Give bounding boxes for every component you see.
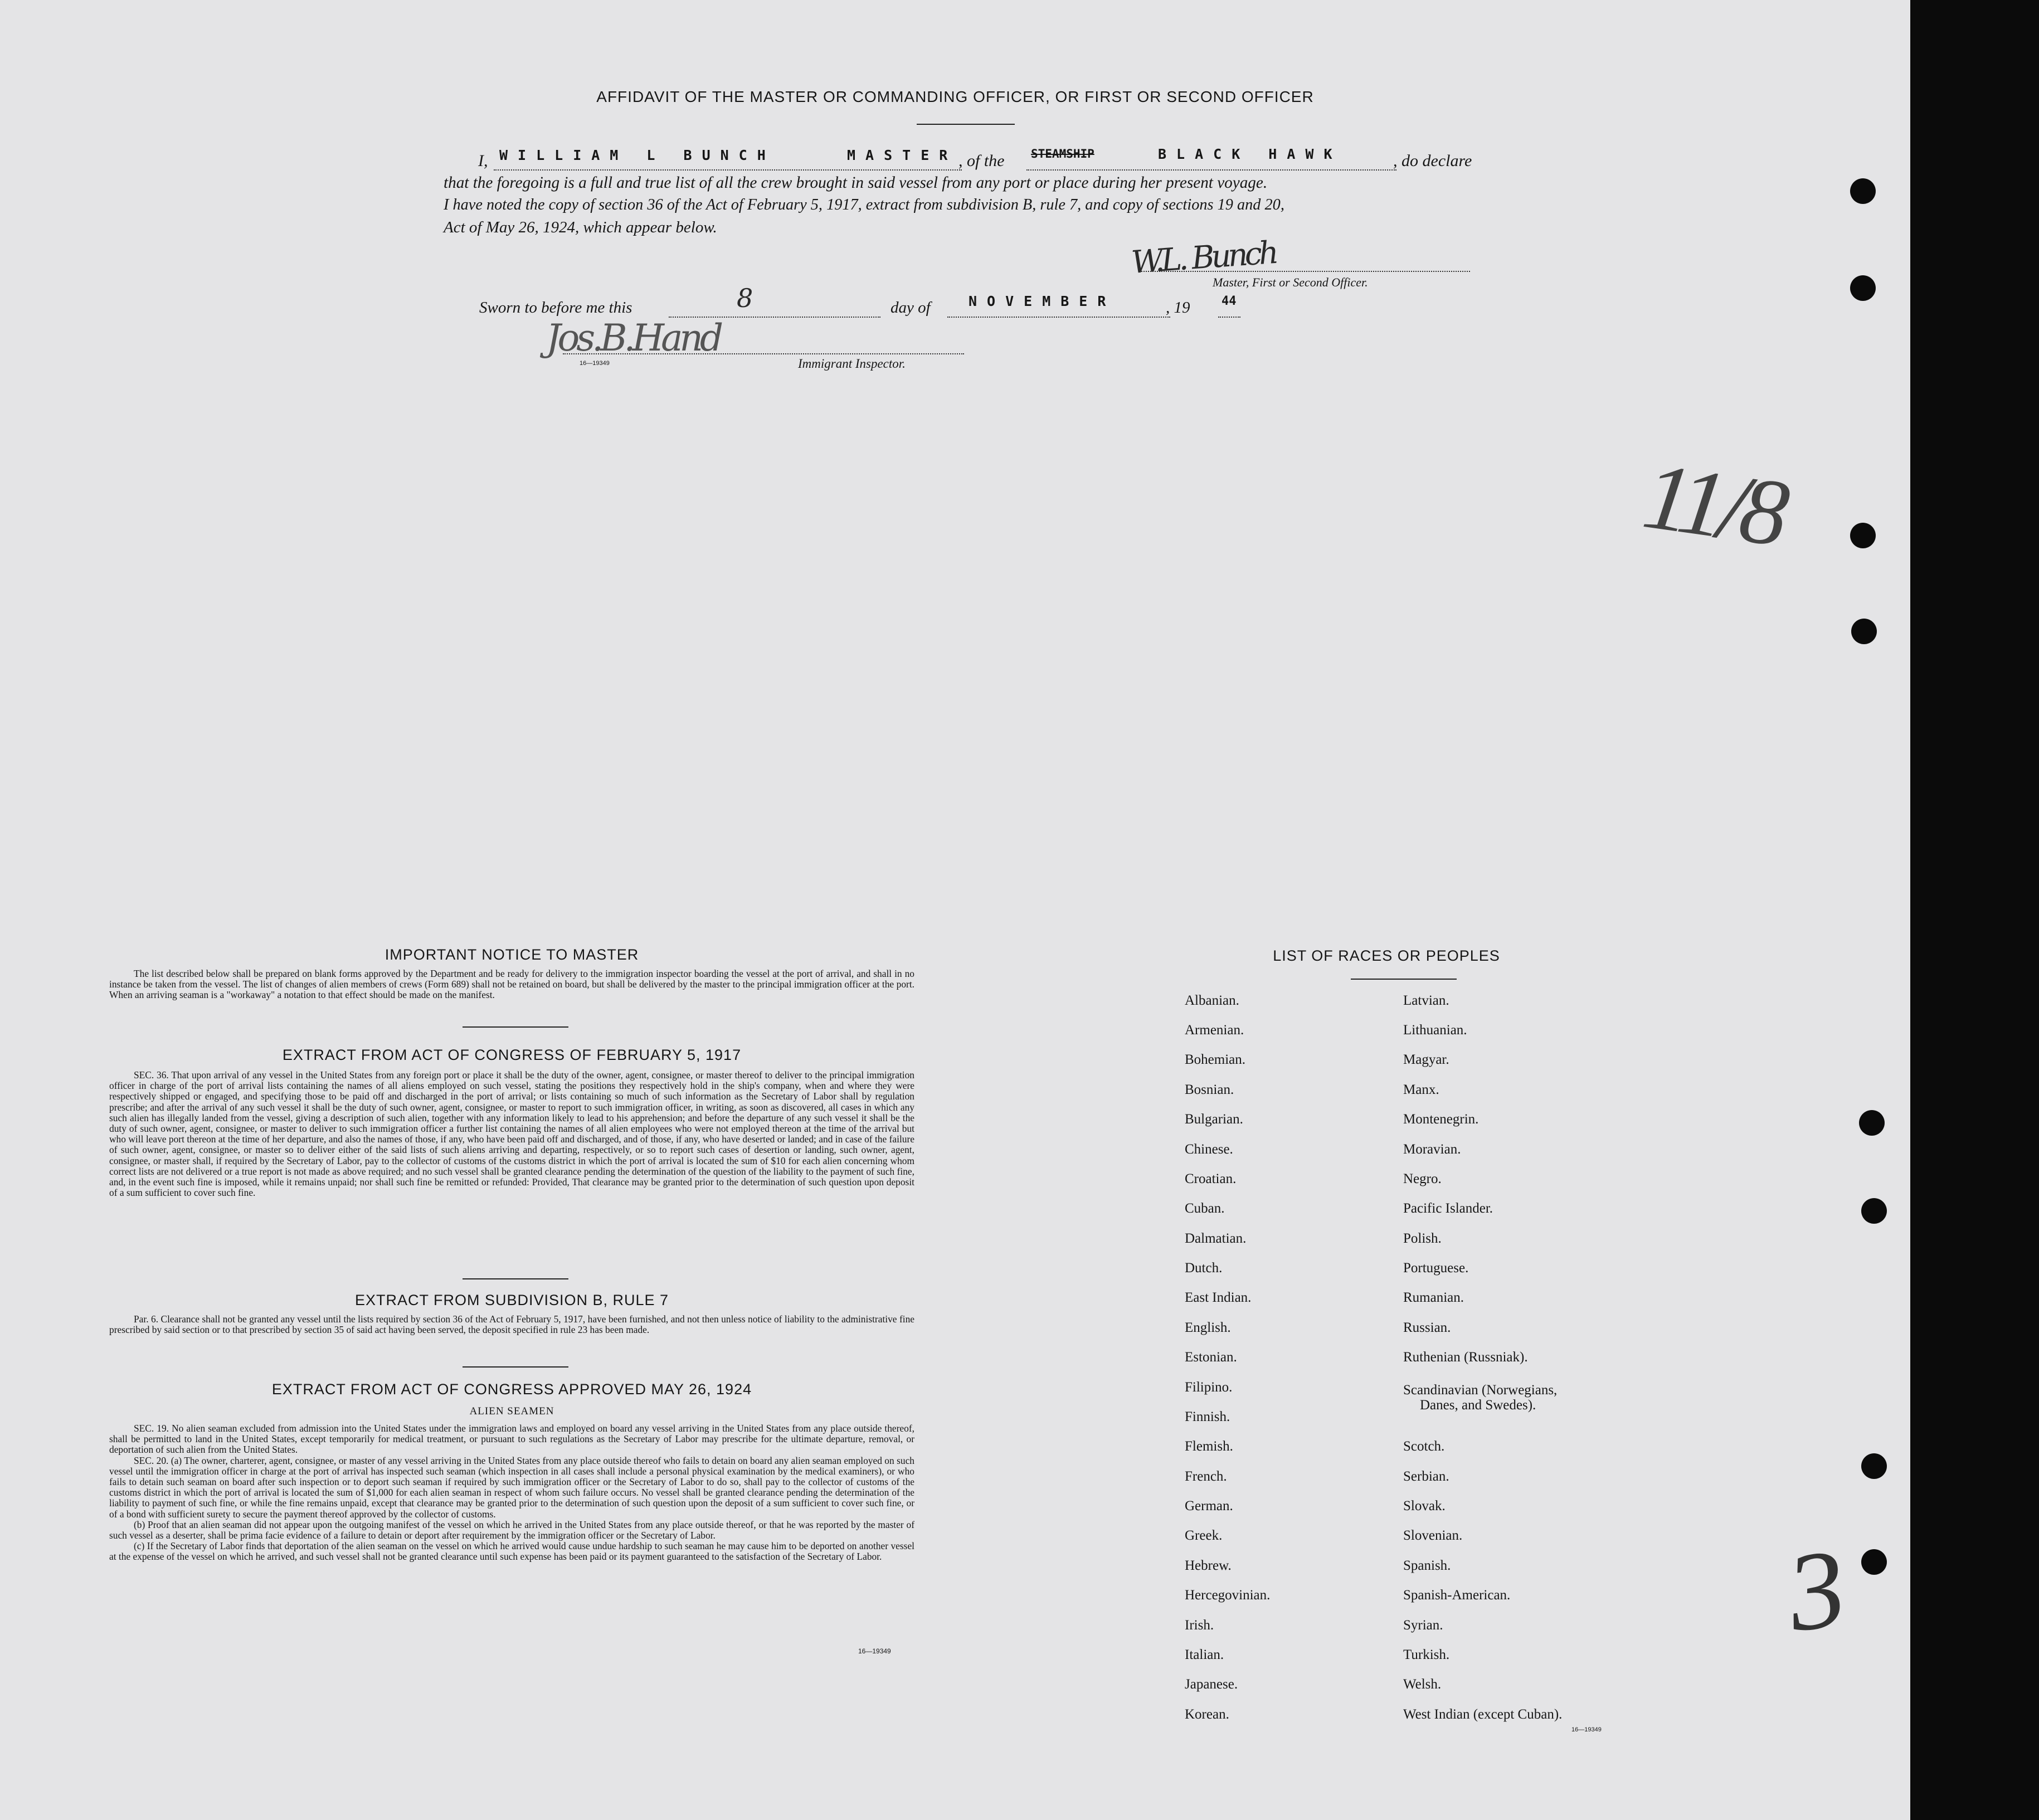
race-item: Rumanian. — [1403, 1290, 1464, 1305]
race-item: Manx. — [1403, 1082, 1439, 1097]
race-item: Magyar. — [1403, 1052, 1449, 1067]
punch-hole — [1850, 523, 1876, 548]
race-item: Portuguese. — [1403, 1261, 1469, 1276]
race-item: Welsh. — [1403, 1677, 1442, 1692]
vessel-type-value: STEAMSHIP — [1031, 147, 1094, 160]
race-item: Dalmatian. — [1185, 1231, 1247, 1246]
punch-hole — [1859, 1110, 1885, 1136]
extract-1917-title: EXTRACT FROM ACT OF CONGRESS OF FEBRUARY 5, 1917 — [282, 1047, 742, 1063]
of-the-label: , of the — [958, 152, 1005, 170]
sworn-label: Sworn to before me this — [479, 299, 632, 317]
notice-title: IMPORTANT NOTICE TO MASTER — [385, 946, 639, 963]
race-item: Hercegovinian. — [1185, 1588, 1271, 1603]
section-20c-paragraph: (c) If the Secretary of Labor finds that deportation of the alien seaman on the vessel on which he arrived would cause undue hardship to such seaman he may cause him to be deported on another vessel at the expense of the vessel on which he arrived, and such vessel shall not be granted clearance until such expense has been paid or its payment guaranteed to the satisfaction of the Secretary of Labor. — [109, 1540, 914, 1563]
master-name-line — [494, 169, 962, 171]
punch-hole — [1861, 1453, 1887, 1479]
race-item: Latvian. — [1403, 993, 1449, 1008]
race-item: Bosnian. — [1185, 1082, 1234, 1097]
races-title: LIST OF RACES OR PEOPLES — [1273, 947, 1500, 964]
inspector-form-number: 16—19349 — [580, 360, 610, 367]
race-item: Finnish. — [1185, 1409, 1230, 1424]
sworn-month-value: NOVEMBER — [969, 293, 1116, 309]
races-form-number: 16—19349 — [1571, 1726, 1602, 1733]
race-item: Slovenian. — [1403, 1528, 1463, 1543]
race-item: West Indian (except Cuban). — [1403, 1707, 1563, 1722]
race-item: Ruthenian (Russniak). — [1403, 1350, 1528, 1365]
master-signature-caption: Master, First or Second Officer. — [1213, 275, 1368, 289]
master-name-value: WILLIAM L BUNCH — [499, 147, 776, 163]
rule-7-divider — [463, 1366, 568, 1368]
rule-7-paragraph: Par. 6. Clearance shall not be granted any vessel until the lists required by section 36 of the Act of February 5, 1917, have been furnished, and not then unless notice of liability to the administrative fine prescribed by said section or to that prescribed by section 35 of said act having been served, the deposit specified in rule 23 has been made. — [109, 1313, 914, 1336]
race-item: Estonian. — [1185, 1350, 1237, 1365]
year-prefix-label: , 19 — [1166, 299, 1190, 317]
punch-hole — [1861, 1198, 1887, 1224]
extract-1917-divider — [463, 1278, 568, 1279]
rule-7-text — [109, 1314, 914, 1335]
section-20b-paragraph: (b) Proof that an alien seaman did not appear upon the outgoing manifest of the vessel on which he arrived in the United States from any place outside thereof, or that he was reported by the master of such vessel as a deserter, shall be prima facie evidence of a failure to detain or deport after requirement by the immigration officer or the Secretary of Labor. — [109, 1519, 914, 1541]
race-item: Armenian. — [1185, 1023, 1244, 1038]
punch-hole — [1850, 275, 1876, 301]
race-item: Russian. — [1403, 1320, 1451, 1335]
race-item: Chinese. — [1185, 1142, 1233, 1157]
extract-form-number: 16—19349 — [858, 1647, 891, 1655]
day-of-label: day of — [890, 299, 931, 317]
race-item: Albanian. — [1185, 993, 1239, 1008]
race-item: Korean. — [1185, 1707, 1229, 1722]
races-divider — [1351, 979, 1457, 980]
race-item: Negro. — [1403, 1171, 1442, 1186]
sworn-month-line — [947, 317, 1170, 318]
race-item: Bohemian. — [1185, 1052, 1246, 1067]
punch-hole — [1850, 178, 1876, 204]
affidavit-line-3: I have noted the copy of section 36 of the Act of February 5, 1917, extract from subdivision B, rule 7, and copy of sections 19 and 20, — [444, 196, 1284, 213]
race-item: Spanish. — [1403, 1558, 1451, 1573]
race-item: Scandinavian (Norwegians, — [1403, 1383, 1558, 1398]
extract-1924-subtitle: ALIEN SEAMEN — [469, 1405, 554, 1417]
do-declare-label: , do declare — [1393, 152, 1472, 170]
race-item: Pacific Islander. — [1403, 1201, 1493, 1216]
race-item: East Indian. — [1185, 1290, 1252, 1305]
race-item: Spanish-American. — [1403, 1588, 1511, 1603]
race-item: French. — [1185, 1469, 1227, 1484]
rule-7-title: EXTRACT FROM SUBDIVISION B, RULE 7 — [354, 1292, 669, 1308]
notice-text — [109, 969, 914, 1001]
inspector-caption: Immigrant Inspector. — [798, 357, 906, 371]
sworn-day-value: 8 — [737, 283, 753, 313]
race-item: Lithuanian. — [1403, 1023, 1467, 1038]
race-item: German. — [1185, 1498, 1233, 1514]
extract-1924-title: EXTRACT FROM ACT OF CONGRESS APPROVED MAY 26, 1924 — [271, 1381, 752, 1398]
section-36-paragraph: SEC. 36. That upon arrival of any vessel in the United States from any foreign port or place it shall be the duty of the owner, agent, consignee, or master thereof to deliver to the principal immigration officer in charge of the port of arrival lists containing the names of all aliens employed on such vessel, stating the positions they respectively hold in the ship's company, when and where they were respectively shipped or engaged, and specifying those to be paid off and discharged in the port of arrival; or lists containing so much of such information as the Secretary of Labor shall by regulation prescribe; and after the arrival of any such vessel it shall be the duty of such owner, agent, consignee, or master to report to such immigration officer, in writing, as soon as discovered, all cases in which any such alien has illegally landed from the vessel, giving a description of such alien, together with any information likely to lead to his apprehension; and before the departure of any such vessel it shall be the duty of such owner, agent, consignee, or master to deliver to such immigration officer a further list containing the names of all alien employees who were not employed thereon at the time of the arrival but who will leave port thereon at the time of her departure, and also the names of those, if any, who have been paid off and discharged, and of those, if any, who have deserted or landed; and in case of the failure of such owner, agent, consignee, or master so to deliver either of the said lists of such aliens arriving and departing, respectively, or so to report such cases of desertion or landing, such owner, agent, consignee, or master shall, if required by the Secretary of Labor, pay to the collector of customs of the customs district in which the port of arrival is located the sum of $10 for each alien concerning whom correct lists are not delivered or a true report is not made as above required; and no such vessel shall be granted clearance pending the determination of the question of the liability to the payment of such fine, and, in the event such fine is imposed, while it remains unpaid; nor shall such fine be remitted or refunded: Provided, That clearance may be granted prior to the determination of such question upon deposit of a sum sufficient to cover such fine. — [109, 1069, 914, 1199]
race-item: English. — [1185, 1320, 1231, 1335]
race-item: Filipino. — [1185, 1380, 1233, 1395]
vessel-line — [1026, 169, 1396, 171]
race-item: Moravian. — [1403, 1142, 1461, 1157]
race-item: Irish. — [1185, 1618, 1214, 1633]
affidavit-title: AFFIDAVIT OF THE MASTER OR COMMANDING OFFICER, OR FIRST OR SECOND OFFICER — [596, 88, 1314, 105]
master-signature-line — [1141, 271, 1470, 272]
vessel-name-value: BLACK HAWK — [1158, 146, 1342, 162]
section-19-paragraph: SEC. 19. No alien seaman excluded from admission into the United States under the immigration laws and employed on board any vessel arriving in the United States from any place outside thereof, shall be permitted to land in the United States, except temporarily for medical treatment, or pursuant to such regulations as the Secretary of Labor may prescribe for the ultimate departure, removal, or deportation of such alien from the United States. — [109, 1423, 914, 1456]
race-item: Danes, and Swedes). — [1420, 1398, 1536, 1413]
race-item: Bulgarian. — [1185, 1112, 1243, 1127]
affidavit-i-label: I, — [478, 152, 488, 170]
inspector-signature-line — [563, 353, 964, 354]
affidavit-line-2: that the foregoing is a full and true list of all the crew brought in said vessel from any port or place during her present voyage. — [444, 174, 1268, 192]
punch-hole — [1861, 1549, 1887, 1575]
notice-paragraph: The list described below shall be prepared on blank forms approved by the Department and be ready for delivery to the immigration inspector boarding the vessel at the port of arrival, and shall in no instance be taken from the vessel. The list of changes of alien members of crews (Form 689) shall not be retained on board, but shall be delivered by the master to the principal immigration officer at the port. When an arriving seaman is a "workaway" a notation to that effect should be made on the manifest. — [109, 968, 914, 1001]
section-20a-paragraph: SEC. 20. (a) The owner, charterer, agent, consignee, or master of any vessel arriving in the United States from any place outside thereof who fails to detain on board any alien seaman employed on such vessel until the immigration officer in charge at the port of arrival has inspected such seaman (which inspection in all cases shall include a personal physical examination by the medical examiners), or who fails to detain such seaman on board after such inspection or to deport such seaman if required by such immigration officer or the Secretary of Labor to do so, shall pay to the collector of customs of the customs district in which the port of arrival is located the sum of $1,000 for each alien seaman in respect of whom such failure occurs. No vessel shall be granted clearance pending the determination of the liability to payment of such fine, or while the fine remains unpaid, except that clearance may be granted prior to the determination of such question upon the deposit of a sum sufficient to cover such fine, or of a bond with sufficient surety to secure the payment thereof approved by the collector of customs. — [109, 1454, 914, 1520]
sworn-year-line — [1218, 317, 1240, 318]
title-divider — [917, 124, 1015, 125]
race-item: Italian. — [1185, 1647, 1224, 1662]
race-item: Hebrew. — [1185, 1558, 1232, 1573]
inspector-signature: Jos.B.Hand — [546, 317, 721, 359]
race-item: Polish. — [1403, 1231, 1442, 1246]
extract-1924-text — [109, 1423, 914, 1563]
race-item: Scotch. — [1403, 1439, 1445, 1454]
handwritten-page-number: 3 — [1780, 1526, 1853, 1656]
extract-1917-text — [109, 1070, 914, 1198]
race-item: Turkish. — [1403, 1647, 1450, 1662]
master-signature: W.L. Bunch — [1130, 235, 1277, 281]
race-item: Greek. — [1185, 1528, 1223, 1543]
sworn-year-value: 44 — [1222, 294, 1237, 308]
affidavit-line-4: Act of May 26, 1924, which appear below. — [444, 218, 717, 236]
race-item: Syrian. — [1403, 1618, 1443, 1633]
race-item: Japanese. — [1185, 1677, 1238, 1692]
race-item: Flemish. — [1185, 1439, 1233, 1454]
rank-value: MASTER — [847, 147, 958, 163]
handwritten-margin-note: 11/8 — [1637, 442, 1790, 566]
race-item: Croatian. — [1185, 1171, 1237, 1186]
race-item: Serbian. — [1403, 1469, 1449, 1484]
race-item: Montenegrin. — [1403, 1112, 1479, 1127]
race-item: Slovak. — [1403, 1498, 1446, 1514]
race-item: Dutch. — [1185, 1261, 1223, 1276]
race-item: Cuban. — [1185, 1201, 1225, 1216]
punch-hole — [1851, 619, 1877, 644]
notice-divider — [463, 1026, 568, 1028]
